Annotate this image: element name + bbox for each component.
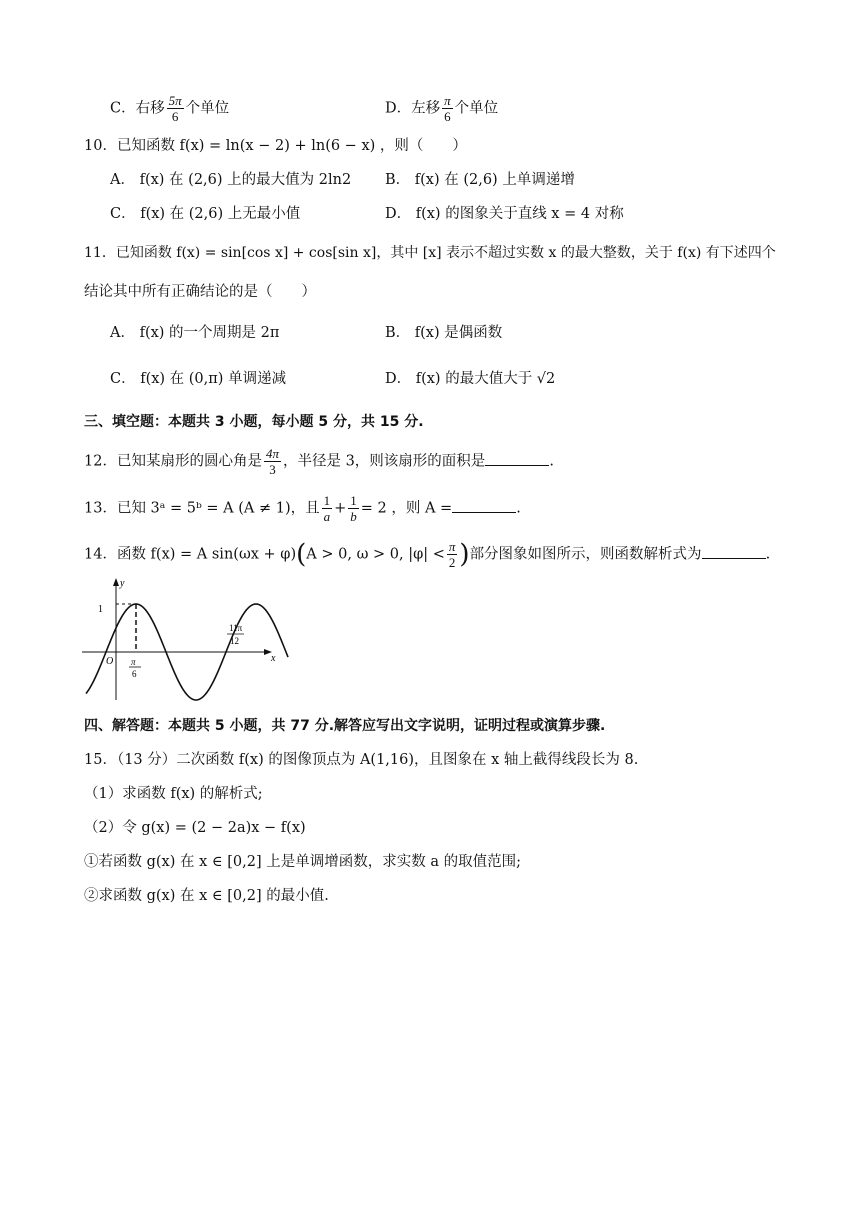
fraction-numerator: 4π (265, 446, 279, 461)
q13-plus: + (334, 500, 347, 517)
q9-option-c (110, 93, 229, 124)
q15-part-1: （1）求函数 f(x) 的解析式; (84, 786, 263, 802)
q12-suffix: ，半径是 3，则该扇形的面积是 (282, 453, 486, 470)
x-tick-1-den: 6 (132, 669, 137, 679)
q11-option-a: A． f(x) 的一个周期是 2π (110, 325, 280, 341)
fraction-numerator: 1 (350, 493, 357, 508)
fraction-numerator: 5π (168, 93, 182, 108)
section-4-heading: 四、解答题：本题共 5 小题，共 77 分.解答应写出文字说明，证明过程或演算步骤. (84, 718, 606, 734)
q9-option-d (385, 93, 498, 124)
q11-option-b: B． f(x) 是偶函数 (385, 325, 503, 341)
q15-sub-1: ①若函数 g(x) 在 x ∈ [0,2] 上是单调增函数，求实数 a 的取值范围; (84, 854, 521, 870)
fraction-numerator: π (444, 93, 451, 108)
q9-option-d-fraction (442, 93, 453, 124)
q15-stem: 15．（13 分）二次函数 f(x) 的图像顶点为 A(1,16)，且图象在 x 轴上截得线段长为 8. (84, 752, 639, 768)
q10-option-b: B． f(x) 在 (2,6) 上单调递增 (385, 172, 575, 188)
q12-end: . (549, 453, 554, 470)
q14-prefix: 14．函数 f(x) = A sin(ωx + φ) (84, 546, 297, 563)
q14-left-paren: ( (296, 539, 307, 570)
section-3-heading: 三、填空题：本题共 3 小题，每小题 5 分，共 15 分. (84, 414, 424, 430)
q9-option-c-suffix: 个单位 (185, 100, 230, 117)
q9-option-d-suffix: 个单位 (454, 100, 499, 117)
x-tick-2-num: 11π (229, 623, 243, 633)
y-axis-label: y (120, 578, 125, 589)
q14 (84, 539, 770, 570)
x-axis-label: x (271, 653, 276, 664)
q10-option-d: D． f(x) 的图象关于直线 x = 4 对称 (385, 206, 624, 222)
fraction-denominator: 6 (171, 109, 179, 124)
q11-option-c: C． f(x) 在 (0,π) 单调递减 (110, 371, 287, 387)
fraction-denominator: a (323, 509, 331, 524)
x-tick-1-num: π (131, 657, 136, 667)
q14-answer-blank[interactable] (702, 544, 766, 559)
q10-option-a: A． f(x) 在 (2,6) 上的最大值为 2ln2 (110, 172, 352, 188)
q13-fraction-2 (348, 493, 359, 524)
q11-stem-line2: 结论其中所有正确结论的是（ ） (84, 284, 316, 300)
q14-condition: A > 0, ω > 0, |φ| < (306, 546, 445, 563)
fraction-denominator: 2 (448, 555, 456, 570)
x-tick-2-den: 12 (230, 636, 239, 646)
q9-option-c-prefix: C．右移 (110, 100, 165, 117)
y-axis-arrow (113, 578, 119, 586)
q13-answer-blank[interactable] (452, 498, 516, 513)
q9-option-d-prefix: D．左移 (385, 100, 441, 117)
q13-mid: = 2 ，则 A = (360, 500, 453, 517)
q15-part-2: （2）令 g(x) = (2 − 2a)x − f(x) (84, 820, 306, 836)
fraction-numerator: 1 (323, 493, 331, 508)
q14-end: . (765, 546, 771, 563)
q13 (84, 493, 521, 524)
q10-stem: 10．已知函数 f(x) = ln(x − 2) + ln(6 − x) ，则（ ） (84, 138, 467, 154)
fraction-denominator: b (350, 509, 357, 524)
q12 (84, 446, 554, 477)
fraction-denominator: 6 (444, 109, 451, 124)
fraction-numerator: π (448, 539, 456, 554)
y-tick-label: 1 (98, 604, 103, 615)
sine-graph (78, 574, 292, 702)
q13-end: . (516, 500, 521, 517)
origin-label: O (106, 656, 114, 667)
q10-option-c: C． f(x) 在 (2,6) 上无最小值 (110, 206, 301, 222)
q14-condition-fraction (447, 539, 458, 570)
q9-option-c-fraction (167, 93, 184, 124)
q13-prefix: 13．已知 3ᵃ = 5ᵇ = A (A ≠ 1)，且 (84, 500, 320, 517)
q11-stem-line1: 11．已知函数 f(x) = sin[cos x] + cos[sin x]，其中 [x] 表示不超过实数 x 的最大整数，关于 f(x) 有下述四个 (84, 245, 776, 261)
q12-answer-blank[interactable] (485, 451, 549, 466)
q12-fraction (264, 446, 281, 477)
q15-sub-2: ②求函数 g(x) 在 x ∈ [0,2] 的最小值. (84, 888, 329, 904)
q13-fraction-1 (322, 493, 333, 524)
q14-right-paren: ) (459, 539, 470, 570)
q11-option-d: D． f(x) 的最大值大于 √2 (385, 371, 556, 387)
fraction-denominator: 3 (269, 462, 276, 477)
q14-suffix: 部分图象如图所示，则函数解析式为 (469, 546, 702, 563)
q12-prefix: 12．已知某扇形的圆心角是 (84, 453, 262, 470)
